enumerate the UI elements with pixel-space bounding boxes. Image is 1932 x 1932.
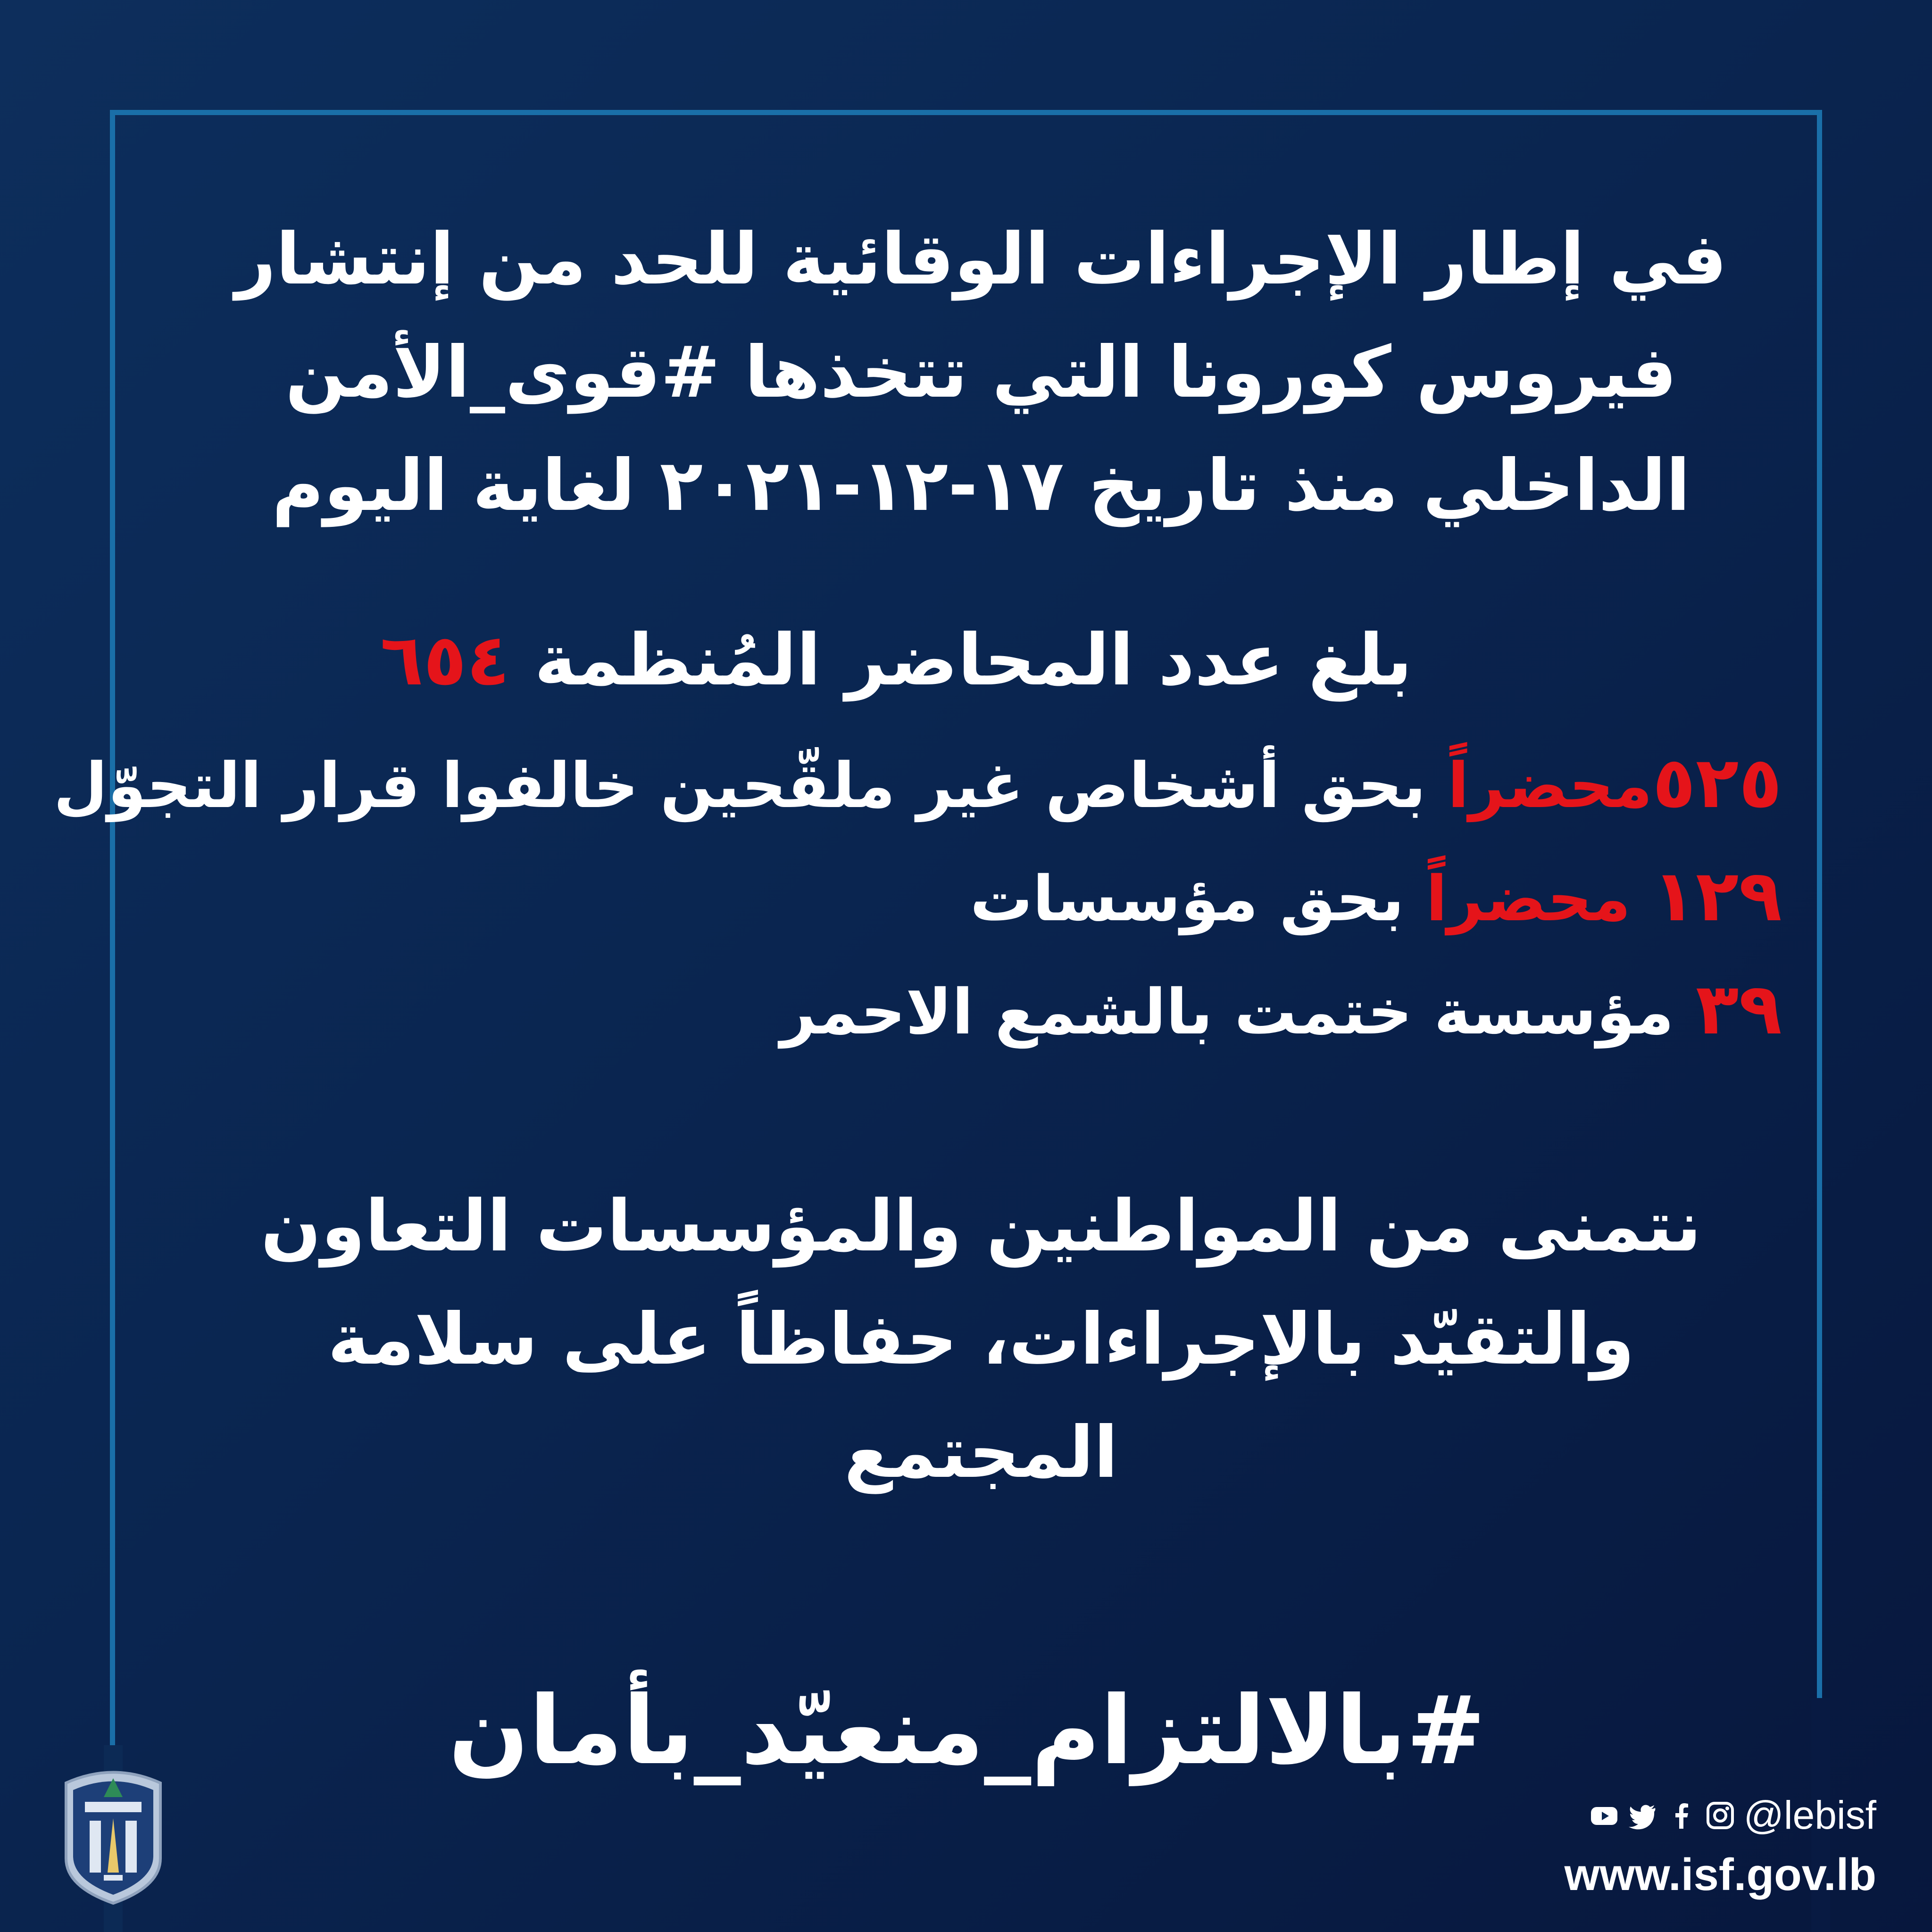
- stat-text: بحق مؤسسات: [970, 863, 1405, 935]
- campaign-hashtag: #بالالتزام_منعيّد_بأمان: [448, 1676, 1486, 1786]
- intro-line-3: الداخلي منذ تاريخ ١٧-١٢-٢٠٢١ لغاية اليوم: [272, 445, 1690, 527]
- closing-line-3: المجتمع: [844, 1412, 1118, 1494]
- stat-sealed: [780, 962, 1782, 1059]
- intro-paragraph: [189, 203, 1774, 542]
- total-reports: [189, 608, 1604, 712]
- social-handle: @lebisf: [1743, 1793, 1876, 1837]
- stat-unit: محضراً: [1448, 749, 1653, 822]
- isf-logo: [57, 1764, 170, 1906]
- stat-text: بحق أشخاص غير ملقّحين خالفوا قرار التجوّل: [53, 749, 1426, 822]
- closing-paragraph: [189, 1170, 1774, 1509]
- stat-number: ٥٢٥: [1652, 742, 1782, 824]
- stat-unvaccinated: [54, 736, 1782, 833]
- youtube-icon[interactable]: [1589, 1800, 1619, 1831]
- closing-line-2: والتقيّد بالإجراءات، حفاظاً على سلامة: [327, 1299, 1635, 1381]
- twitter-icon[interactable]: [1628, 1800, 1658, 1831]
- social-media-bar: [1589, 1792, 1876, 1838]
- stat-institutions: [970, 849, 1782, 946]
- stat-number: ٣٩: [1695, 968, 1782, 1050]
- intro-line-1: في إطار الإجراءات الوقائية للحد من إنتشار: [235, 218, 1727, 300]
- website-link[interactable]: www.isf.gov.lb: [1564, 1849, 1876, 1900]
- stat-number: ١٢٩: [1652, 855, 1782, 937]
- stat-unit: محضراً: [1426, 863, 1631, 935]
- closing-line-1: نتمنى من المواطنين والمؤسسات التعاون: [260, 1185, 1702, 1267]
- total-value: ٦٥٤: [380, 619, 510, 701]
- intro-line-2: فيروس كورونا التي تتخذها #قوى_الأمن: [285, 332, 1677, 414]
- total-label: بلغ عدد المحاضر المُنظمة: [534, 619, 1412, 701]
- instagram-icon[interactable]: [1705, 1800, 1735, 1831]
- stat-text: مؤسسة ختمت بالشمع الاحمر: [780, 976, 1674, 1049]
- facebook-icon[interactable]: [1666, 1800, 1697, 1831]
